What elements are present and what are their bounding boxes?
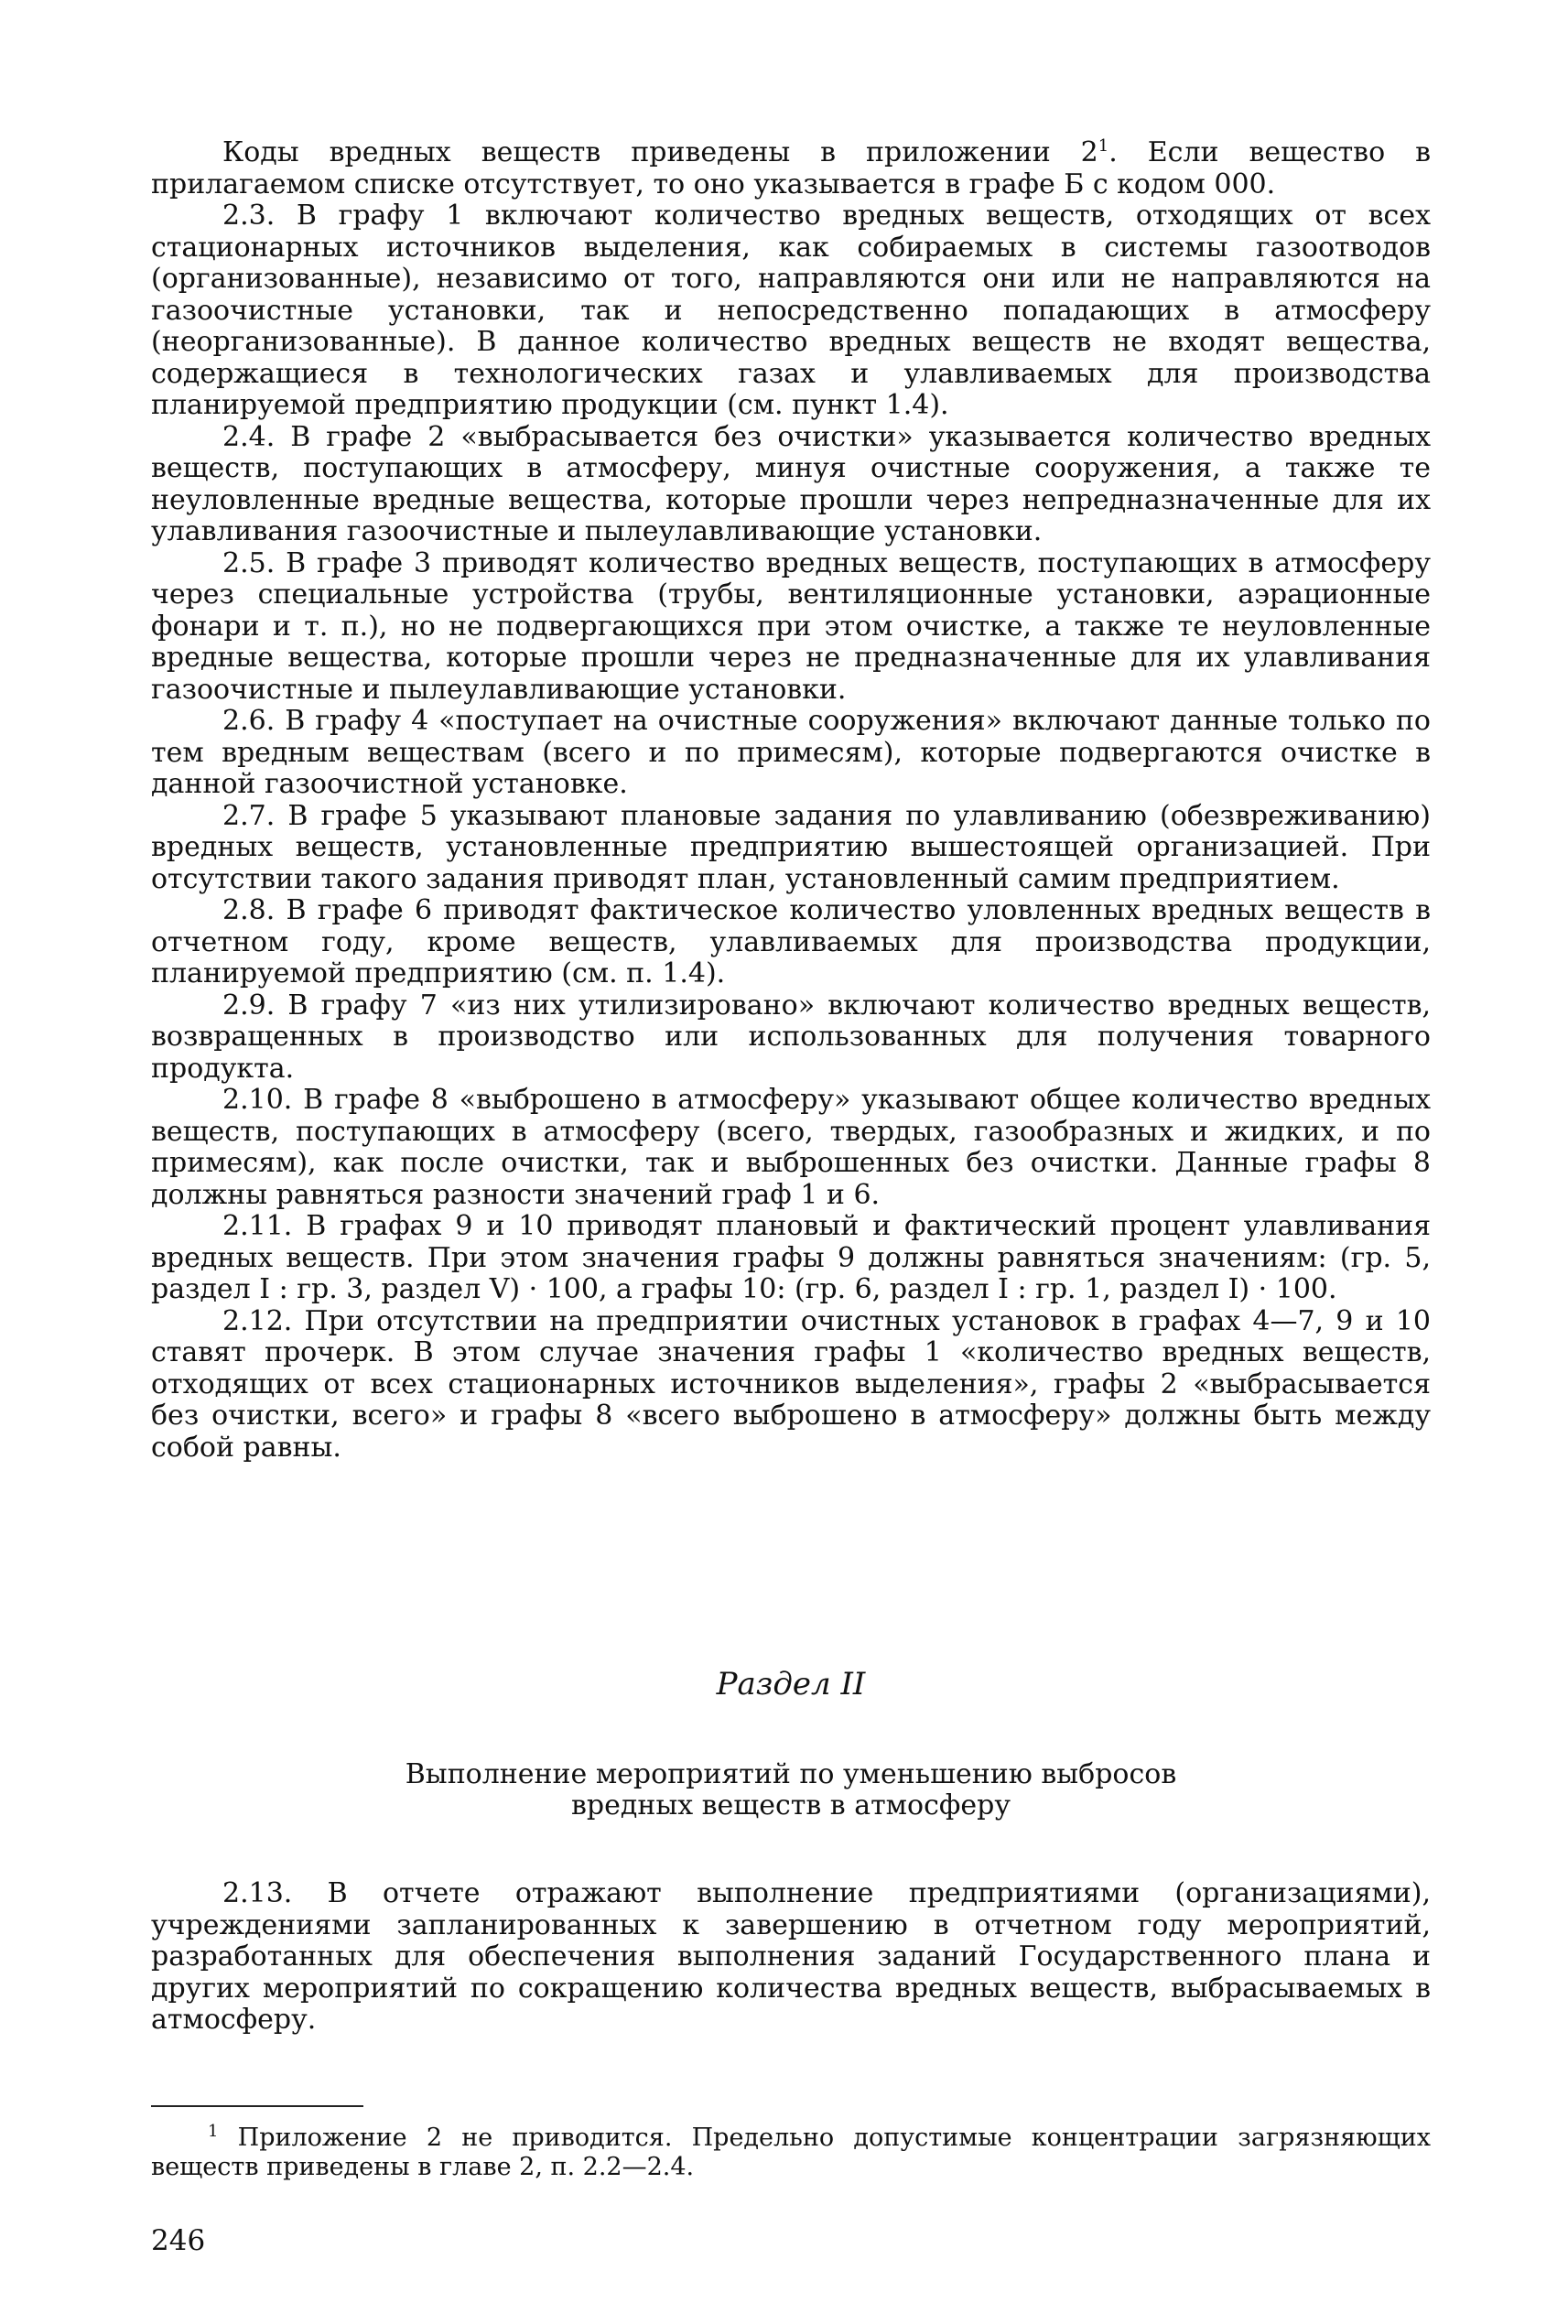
footnote xyxy=(151,2124,1431,2182)
paragraph-codes xyxy=(151,137,1431,200)
paragraph-2-6: 2.6. В графу 4 «поступает на очистные сооружения» включают данные только по тем вредным веществам (всего и по примесям), которые подвергаются очистке в данной газоочистной установке. xyxy=(151,705,1431,800)
section-title-line-1: Выполнение мероприятий по уменьшению выбросов xyxy=(405,1758,1177,1790)
section-title xyxy=(151,1759,1431,1821)
paragraph-2-4: 2.4. В графе 2 «выбрасывается без очистки» указывается количество вредных веществ, поступающих в атмосферу, минуя очистные сооружения, а также те неуловленные вредные вещества, которые прошли через непредназначенные для их улавливания газоочистные и пылеулавливающие установки. xyxy=(151,420,1431,547)
section-title-line-2: вредных веществ в атмосферу xyxy=(571,1789,1011,1821)
footnote-separator xyxy=(151,2105,363,2107)
paragraph-codes-end: . Если вещество в прилагаемом списке отсутствует, то оно указывается в графе Б с кодом 000. xyxy=(151,136,1431,200)
footnote-marker: 1 xyxy=(208,2122,219,2141)
paragraph-2-10: 2.10. В графе 8 «выброшено в атмосферу» указывают общее количество вредных веществ, поступающих в атмосферу (всего, твердых, газообразных и жидких, и по примесям), как после очистки, так и выброшенных без очистки. Данные графы 8 должны равняться разности значений граф 1 и 6. xyxy=(151,1084,1431,1211)
paragraph-2-9: 2.9. В графу 7 «из них утилизировано» включают количество вредных веществ, возвращенных в производство или использованных для получения товарного продукта. xyxy=(151,989,1431,1085)
page-number: 246 xyxy=(151,2224,206,2257)
paragraph-2-7: 2.7. В графе 5 указывают плановые задания по улавливанию (обезвреживанию) вредных веществ, установленные предприятию вышестоящей организацией. При отсутствии такого задания приводят план, установленный самим предприятием. xyxy=(151,799,1431,895)
paragraph-2-11: 2.11. В графах 9 и 10 приводят плановый и фактический процент улавливания вредных веществ. При этом значения графы 9 должны равняться значениям: (гр. 5, раздел I : гр. 3, раздел V) · 100, а графы 10: (гр. 6, раздел I : гр. 1, раздел I) · 100. xyxy=(151,1210,1431,1305)
paragraph-2-13: 2.13. В отчете отражают выполнение предприятиями (организациями), учреждениями запланированных к завершению в отчетном году мероприятий, разработанных для обеспечения выполнения заданий Государственного плана и других мероприятий по сокращению количества вредных веществ, выбрасываемых в атмосферу. xyxy=(151,1877,1431,2036)
footnote-reference: 1 xyxy=(1098,136,1109,156)
paragraph-codes-start: Коды вредных веществ приведены в приложении 2 xyxy=(222,136,1098,168)
section-label: Раздел II xyxy=(716,1666,866,1702)
paragraph-2-5: 2.5. В графе 3 приводят количество вредных веществ, поступающих в атмосферу через специальные устройства (трубы, вентиляционные установки, аэрационные фонари и т. п.), но не подвергающихся при этом очистке, а также те неуловленные вредные вещества, которые прошли через не предназначенные для их улавливания газоочистные и пылеулавливающие установки. xyxy=(151,546,1431,706)
body-text xyxy=(151,137,1431,1464)
paragraph-2-12: 2.12. При отсутствии на предприятии очистных установок в графах 4—7, 9 и 10 ставят прочерк. В этом случае значения графы 1 «количество вредных веществ, отходящих от всех стационарных источников выделения», графы 2 «выбрасывается без очистки, всего» и графы 8 «всего выброшено в атмосферу» должны быть между собой равны. xyxy=(151,1304,1431,1464)
footnote-text: Приложение 2 не приводится. Предельно допустимые концентрации загрязняющих веществ приведены в главе 2, п. 2.2—2.4. xyxy=(151,2124,1431,2181)
paragraph-2-8: 2.8. В графе 6 приводят фактическое количество уловленных вредных веществ в отчетном году, кроме веществ, улавливаемых для производства продукции, планируемой предприятию (см. п. 1.4). xyxy=(151,894,1431,989)
section-2 xyxy=(151,1666,1431,2037)
paragraph-2-3: 2.3. В графу 1 включают количество вредных веществ, отходящих от всех стационарных источников выделения, как собираемых в системы газоотводов (организованные), независимо от того, направляются они или не направляются на газоочистные установки, так и непосредственно попадающих в атмосферу (неорганизованные). В данное количество вредных веществ не входят вещества, содержащиеся в технологических газах и улавливаемых для производства планируемой предприятию продукции (см. пункт 1.4). xyxy=(151,200,1431,421)
